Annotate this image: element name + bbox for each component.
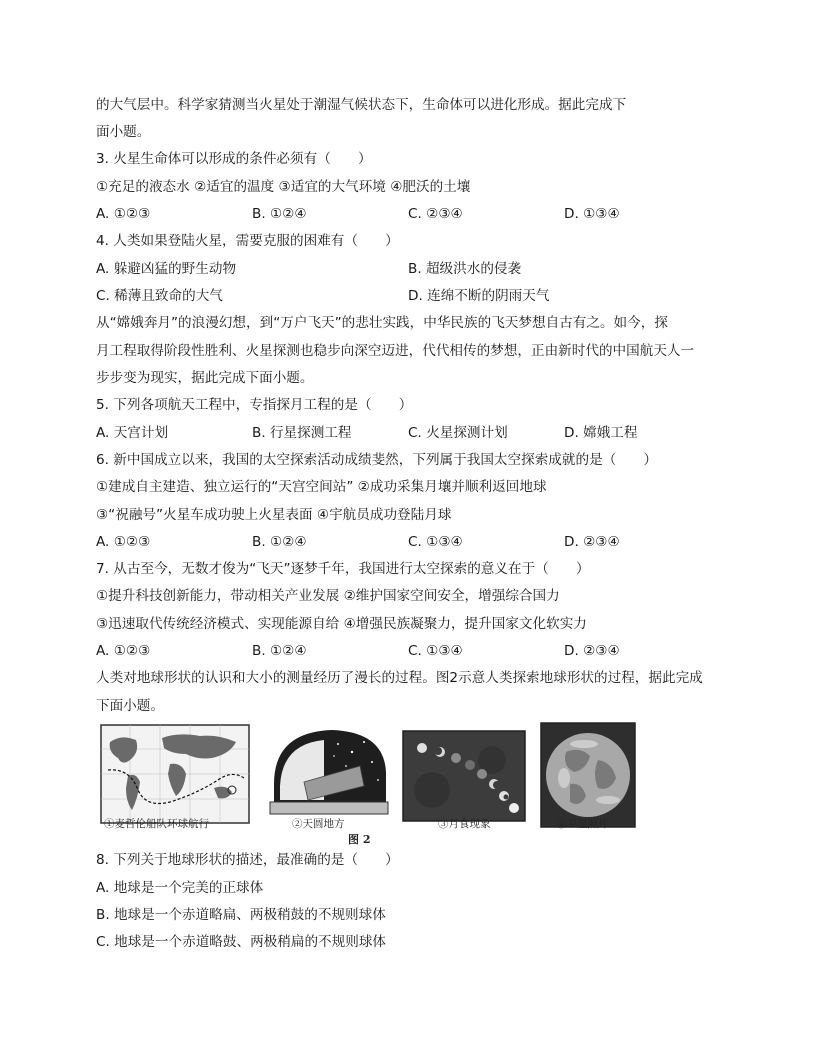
question-4-option-c: C. 稀薄且致命的大气 [96,288,223,304]
passage-line: 从“嫦娥奔月”的浪漫幻想，到“万户飞天”的悲壮实践，中华民族的飞天梦想自古有之。如今，探 [96,315,668,331]
question-6-stem: 6. 新中国成立以来，我国的太空探索活动成绩斐然，下列属于我国太空探索成就的是（ ） [96,452,658,468]
question-6-option-b: B. ①②④ [252,534,307,550]
question-4-option-d: D. 连绵不断的阴雨天气 [408,288,550,304]
question-7-option-d: D. ②③④ [564,643,620,659]
question-4-option-a: A. 躲避凶猛的野生动物 [96,261,237,277]
figure-caption-2: ②天圆地方 [292,818,345,830]
question-8-option-a: A. 地球是一个完美的正球体 [96,880,264,896]
question-7-statements: ①提升科技创新能力，带动相关产业发展 ②维护国家空间安全，增强综合国力 [96,588,560,604]
question-4-stem: 4. 人类如果登陆火星，需要克服的困难有（ ） [96,233,399,249]
question-3-statements: ①充足的液态水 ②适宜的温度 ③适宜的大气环境 ④肥沃的土壤 [96,179,471,195]
satellite-earth-photo-image [540,722,636,828]
passage-line: 的大气层中。科学家猜测当火星处于潮湿气候状态下，生命体可以进化形成。据此完成下 [96,97,627,113]
question-5-option-a: A. 天宫计划 [96,425,169,441]
question-5-stem: 5. 下列各项航天工程中，专指探月工程的是（ ） [96,397,413,413]
passage-line: 下面小题。 [96,698,164,714]
passage-line: 人类对地球形状的认识和大小的测量经历了漫长的过程。图2示意人类探索地球形状的过程，据此完成 [96,670,703,686]
passage-line: 月工程取得阶段性胜利、火星探测也稳步向深空迈进，代代相传的梦想，正由新时代的中国航天人一 [96,343,695,359]
figure-caption-3: ③月食现象 [438,818,491,830]
question-3-option-c: C. ②③④ [408,206,463,222]
question-7-stem: 7. 从古至今，无数才俊为“飞天”逐梦千年，我国进行太空探索的意义在于（ ） [96,561,590,577]
question-8-option-b: B. 地球是一个赤道略扁、两极稍鼓的不规则球体 [96,907,386,923]
question-7-option-b: B. ①②④ [252,643,307,659]
question-7-option-a: A. ①②③ [96,643,151,659]
question-3-stem: 3. 火星生命体可以形成的条件必须有（ ） [96,151,372,167]
question-3-option-b: B. ①②④ [252,206,307,222]
question-8-stem: 8. 下列关于地球形状的描述，最准确的是（ ） [96,852,399,868]
question-7-statements: ③迅速取代传统经济模式、实现能源自给 ④增强民族凝聚力，提升国家文化软实力 [96,616,587,632]
figure-label: 图 2 [348,833,371,846]
question-3-option-d: D. ①③④ [564,206,620,222]
passage-line: 面小题。 [96,124,151,140]
question-5-option-c: C. 火星探测计划 [408,425,508,441]
figure-caption-4: ④卫星照片 [556,818,609,830]
question-4-option-b: B. 超级洪水的侵袭 [408,261,522,277]
passage-line: 步步变为现实，据此完成下面小题。 [96,370,314,386]
lunar-eclipse-image [402,730,526,822]
world-map-voyage-image [100,724,250,824]
question-7-option-c: C. ①③④ [408,643,463,659]
question-8-option-c: C. 地球是一个赤道略鼓、两极稍扁的不规则球体 [96,934,387,950]
question-6-statements: ③“祝融号”火星车成功驶上火星表面 ④宇航员成功登陆月球 [96,507,452,523]
question-6-option-c: C. ①③④ [408,534,463,550]
question-5-option-b: B. 行星探测工程 [252,425,352,441]
question-3-option-a: A. ①②③ [96,206,151,222]
question-6-option-a: A. ①②③ [96,534,151,550]
question-6-option-d: D. ②③④ [564,534,620,550]
figure-2 [96,720,636,850]
question-5-option-d: D. 嫦娥工程 [564,425,638,441]
figure-caption-1: ①麦哲伦船队环球航行 [104,818,209,830]
question-6-statements: ①建成自主建造、独立运行的“天宫空间站” ②成功采集月壤并顺利返回地球 [96,479,547,495]
round-sky-square-earth-image [264,722,394,826]
